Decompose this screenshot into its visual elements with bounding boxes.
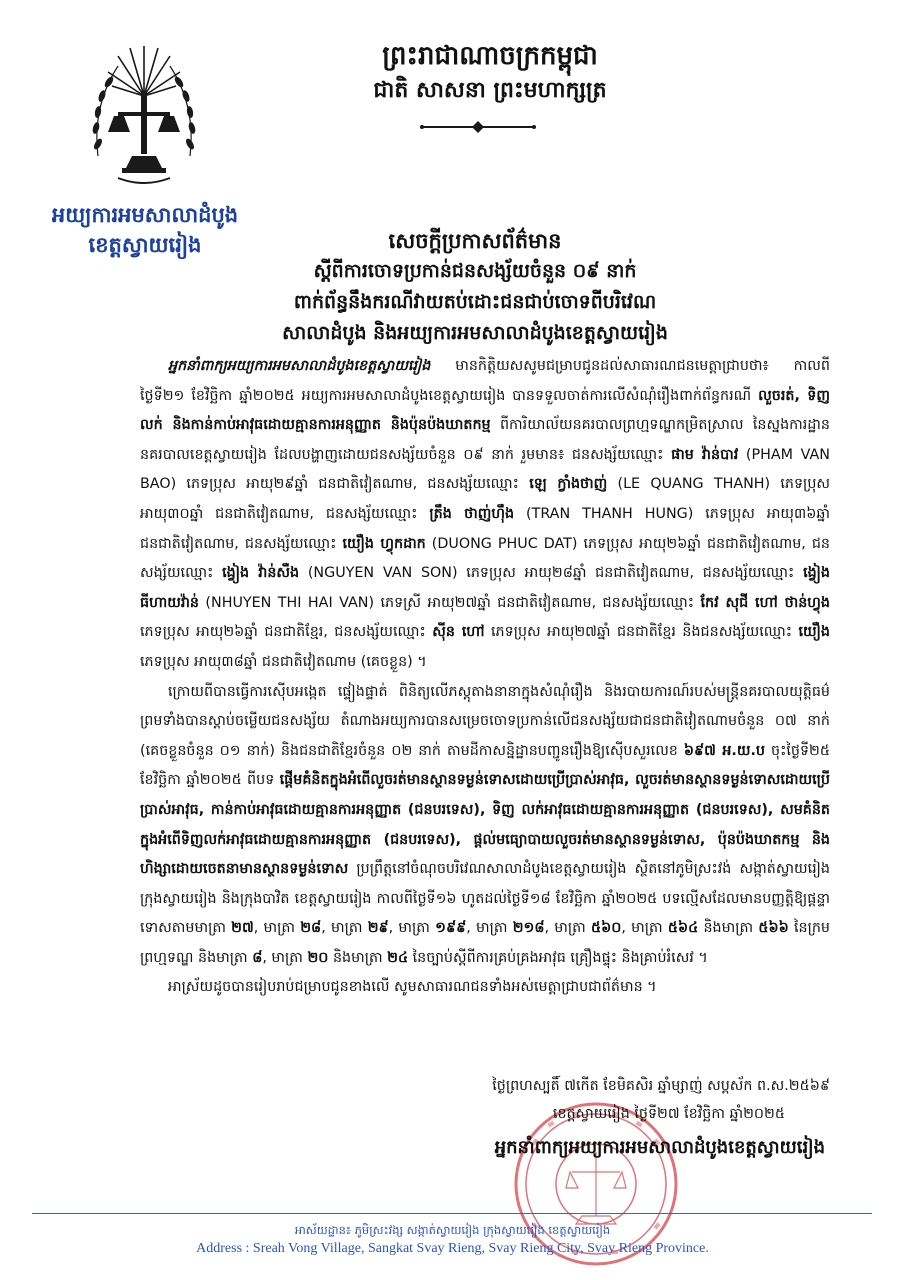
text-run: អ្នកនាំពាក្យអយ្យការអមសាលាដំបូងខេត្តស្វាយរៀង [168,358,431,374]
place-date: ខេត្តស្វាយរៀង ថ្ងៃទី២៧ ខែវិច្ឆិកា ឆ្នាំ២០២៥ [552,1106,785,1122]
court-emblem-icon [88,36,200,192]
body-paragraph-2 [140,678,830,974]
footer-divider [32,1213,872,1214]
text-run: ពីការិយាល័យនគរបាលព្រហ្មទណ្ឌកម្រិតស្រាល នៃស្នងការដ្ឋាននគរបាលខេត្តស្វាយរៀង ដែលបង្ហាញដោយជនសង្ស័យចំនួន ០៩ នាក់ រួមមាន៖ ជនសង្ស័យឈ្មោះ [140,417,830,463]
text-run: (LE QUANG THANH) ភេទប្រុស អាយុ៣០ឆ្នាំ ជនជាតិវៀតណាម, ជនសង្ស័យឈ្មោះ [140,476,831,522]
text-run: ឡេ ក្វាំងថាញ់ [529,476,608,493]
announcement-title [130,225,820,349]
text-run: ៥៦០ [590,920,622,937]
text-run: ភេទប្រុស អាយុ២៦ឆ្នាំ ជនជាតិខ្មែរ, ជនសង្ស័យឈ្មោះ [140,624,433,641]
title-line3: ពាក់ព័ន្ធនឹងករណីវាយតប់ដោះជនជាប់ចោទពីបរិវេណ [293,291,657,313]
text-run: ២៨ [300,920,322,937]
office-name-line2: ខេត្តស្វាយរៀង [88,233,202,257]
text-run: ង្វៀង ធីហាយវ៉ាន់ [140,565,831,611]
text-run: ៦៩៧ អ.យ.ប [683,742,765,759]
office-name-line1: អយ្យការអមសាលាដំបូង [51,203,239,227]
text-run: ២៤ [387,949,409,966]
kingdom-name: ព្រះរាជាណាចក្រកម្ពុជា [382,41,598,71]
text-run: ង្វៀង វ៉ាន់សឺង [222,565,300,582]
body-paragraph-3 [140,973,830,1003]
text-run: ភេទប្រុស អាយុ៣៨ឆ្នាំ ជនជាតិវៀតណាម (គេចខ្លួន) ។ [140,653,427,670]
text-run: (DUONG PHUC DAT) ភេទប្រុស អាយុ២៦ឆ្នាំ ជនជាតិវៀតណាម, ជនសង្ស័យឈ្មោះ [140,535,831,582]
text-run: ប្រព្រឹត្តនៅចំណុចបរិវេណសាលាដំបូងខេត្តស្វាយរៀង ស្ថិតនៅភូមិស្រះវង់ សង្កាត់ស្វាយរៀង ក្រុងស្វាយរៀង និងក្រុងបាវិត ខេត្តស្វាយរៀង កាលពីថ្ងៃទី១៦ ហូតដល់ថ្ងៃទី១៨ ខែវិច្ឆិកា ឆ្នាំ២០២៥ បទល្មើសដែលមានបញ្ញត្តិឱ្យផ្តន្ទាទោសតាមមាត្រា [140,861,830,937]
text-run: នៃច្បាប់ស្តីពីការគ្រប់គ្រងអាវុធ គ្រឿងផ្ទុះ និងគ្រាប់រំសេវ ។ [408,949,708,966]
text-run: ១៩៩ [435,920,467,937]
text-run: អាស្រ័យដូចបានរៀបរាប់ជម្រាបជូនខាងលើ សូមសាធារណជនទាំងអស់មេត្តាជ្រាបជាព័ត៌មាន ។ [168,979,657,996]
title-line4: សាលាដំបូង និងអយ្យការអមសាលាដំបូងខេត្តស្វាយរៀង [282,322,668,344]
text-run: (NHUYEN THI HAI VAN) ភេទស្រី អាយុ២៧ឆ្នាំ ជនជាតិវៀតណាម, ជនសង្ស័យឈ្មោះ [199,594,701,611]
text-run: , មាត្រា [262,949,308,966]
body-paragraph-1 [140,352,830,678]
text-run: , មាត្រា [388,920,436,937]
text-run: កែវ សុជី ហៅ ថាន់ហ្វុង [700,594,830,611]
text-run: យឿង [798,624,830,641]
text-run: នៃក្រមព្រហ្មទណ្ឌ និងមាត្រា [140,920,830,966]
kingdom-header [300,38,680,106]
kingdom-motto: ជាតិ សាសនា ព្រះមហាក្សត្រ [373,77,607,103]
text-run: ចុះថ្ងៃទី២៥ ខែវិច្ឆិកា ឆ្នាំ២០២៥ ពីបទ [140,742,830,789]
text-run: និងមាត្រា [698,920,759,937]
title-line2: ស្តីពីការចោទប្រកាន់ជនសង្ស័យចំនួន ០៩ នាក់ [313,260,637,282]
text-run: ក្រោយពីបានធ្វើការស៊ើបអង្កេត ផ្ទៀងផ្ទាត់ ពិនិត្យលើភស្តុតាងនានាក្នុងសំណុំរឿង និងរបាយការណ៍របស់មន្ត្រីនគរបាលយុត្តិធម៌ ព្រមទាំងបានស្តាប់ចម្លើយជនសង្ស័យ តំណាងអយ្យការបានសម្រេចចោទប្រកាន់លើជនសង្ស័យជាជនជាតិវៀតណាមចំនួន ០៧ នាក់ (គេចខ្លួនចំនួន ០១ នាក់) និងជនជាតិខ្មែរចំនួន ០២ នាក់ តាមដីកាសន្និដ្ឋានបញ្ជូនរឿងឱ្យស៊ើបសួរលេខ [140,683,830,759]
text-run: (TRAN THANH HUNG) ភេទប្រុស អាយុ៣៦ឆ្នាំ ជនជាតិវៀតណាម, ជនសង្ស័យឈ្មោះ [140,505,830,552]
text-run: ២០ [307,949,329,966]
text-run: យឿង ហ្វុកដាក [342,535,426,552]
text-run: ៥៦៤ [667,920,699,937]
lunar-date: ថ្ងៃព្រហស្បតិ៍ ៧កើត ខែមិគសិរ ឆ្នាំម្សាញ់ សប្តស័ក ព.ស.២៥៦៩ [492,1078,830,1094]
text-run: , មាត្រា [621,920,668,937]
text-run: , មាត្រា [544,920,591,937]
ornament-divider-icon [418,120,538,134]
text-run: ៨ [252,949,263,966]
signer-title: អ្នកនាំពាក្យអយ្យការអមសាលាដំបូងខេត្តស្វាយរៀង [494,1137,825,1158]
text-run: ៥៦៦ [758,920,789,937]
text-run: លួចរត់, ទិញ លក់ និងកាន់កាប់អាវុធដោយគ្មានការអនុញ្ញាត និងប៉ុនប៉ងឃាតកម្ម [140,387,830,434]
text-run: ផ្តើមគំនិតក្នុងអំពើលួចរត់មានស្ថានទម្ងន់ទោសដោយប្រើប្រាស់អាវុធ, លួចរត់មានស្ថានទម្ងន់ទោសដោយប្រើប្រាស់អាវុធ, កាន់កាប់អាវុធដោយគ្មានការអនុញ្ញាត (ជនបរទេស), ទិញ លក់អាវុធដោយគ្មានការអនុញ្ញាត (ជនបរទេស), សមគំនិតក្នុងអំពើទិញលក់អាវុធដោយគ្មានការអនុញ្ញាត (ជនបរទេស), ផ្តល់មធ្យោបាយលួចរត់មានស្ថានទម្ងន់ទោស, ប៉ុនប៉ងឃាតកម្ម និងហិង្សាដោយចេតនាមានស្ថានទម្ងន់ទោស [140,772,830,878]
text-run: ត្រឹង ថាញ់ហ៊ឹង [429,505,515,522]
text-run: (NGUYEN VAN SON) ភេទប្រុស អាយុ២៨ឆ្នាំ ជនជាតិវៀតណាម, ជនសង្ស័យឈ្មោះ [299,565,804,582]
text-run: ២១៨ [512,920,545,937]
announcement-body [140,352,830,1003]
text-run: , មាត្រា [466,920,513,937]
title-line1: សេចក្តីប្រកាសព័ត៌មាន [388,228,562,253]
footer-address-en: Address : Sreah Vong Village, Sangkat Svay Rieng, Svay Rieng City, Svay Rieng Province. [196,1241,709,1256]
text-run: មានកិត្តិយសសូមជម្រាបជូនដល់សាធារណជនមេត្តាជ្រាបថា៖ កាលពីថ្ងៃទី២១ ខែវិច្ឆិកា ឆ្នាំ២០២៥ អយ្យការអមសាលាដំបូងខេត្តស្វាយរៀង បានទទួលចាត់ការលើសំណុំរឿងពាក់ព័ន្ធករណី [140,358,830,404]
text-run: និងមាត្រា [328,949,388,966]
text-run: , មាត្រា [253,920,301,937]
text-run: ភេទប្រុស អាយុ២៧ឆ្នាំ ជនជាតិខ្មែរ និងជនសង្ស័យឈ្មោះ [484,624,799,641]
text-run: (PHAM VAN BAO) ភេទប្រុស អាយុ២៩ឆ្នាំ ជនជាតិវៀតណាម, ជនសង្ស័យឈ្មោះ [140,446,831,493]
text-run: ស៊ីន ហៅ [432,624,485,641]
text-run: ២៩ [367,920,389,937]
text-run: ផាម វ៉ាន់បាវ [671,446,739,463]
text-run: ២៧ [231,920,254,937]
text-run: , មាត្រា [321,920,368,937]
footer-address-km: អាស័យដ្ឋាន៖ ភូមិស្រះវង្ស សង្កាត់ស្វាយរៀង ក្រុងស្វាយរៀង ខេត្តស្វាយរៀង [294,1223,611,1237]
